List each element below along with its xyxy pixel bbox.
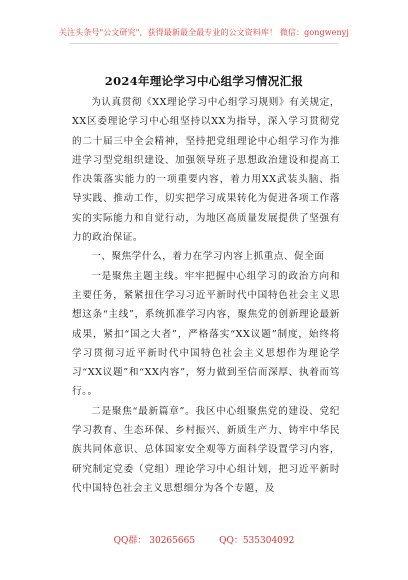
footer-qq: QQ：535304092 <box>219 536 295 546</box>
paragraph-point-1: 一是聚焦主题主线。牢牢把握中心组学习的政治方向和主要任务，紧紧扭住学习习近平新时代中国特色社会主义思想这条“主线”，系统抓准学习内容，聚焦党的创新理论最新成果，紧扣“国之大者”，严格落实“XX议题”制度，始终将学习贯彻习近平新时代中国特色社会主义思想作为理论学习“XX议题”和“XX内容”，努力做到至信而深厚、执着而笃行。。 <box>72 270 340 398</box>
document-title: 2024年理论学习中心组学习情况汇报 <box>104 74 304 88</box>
footer-contact <box>0 533 408 546</box>
paragraph-intro: 为认真贯彻《XX理论学习中心组学习规则》有关规定，XX区委理论学习中心组坚持以XX为指导，深入学习贯彻党的二十届三中全会精神，坚持把党组理论中心组学习作为推进学习型党组织建设、加强领导班子思想政治建设和提高工作决策落实能力的一项重要内容，着力用XX武装头脑、指导实践、推动工作，切实把学习成果转化为促进各项工作落实的实际能力和自觉行动，为地区高质量发展提供了坚强有力的政治保证。 <box>72 97 340 244</box>
section-heading-1: 一、聚焦学什么，着力在学习内容上抓重点、促全面 <box>91 251 325 263</box>
header-banner: 关注头条号"公文研究"，获得最新最全最专业的公文资料库！ 微信：gongwenyj <box>59 28 349 37</box>
paragraph-point-2: 二是聚焦“最新篇章”。我区中心组聚焦党的建设、党纪学习教育、生态环保、乡村振兴、新质生产力、铸牢中华民族共同体意识、总体国家安全观等方面科学设置学习内容，研究制定党委（党组）理论学习中心组计划，把习近平新时代中国特色社会主义思想细分为各个专题，及 <box>72 405 340 494</box>
header-divider <box>70 43 338 44</box>
document-body <box>72 93 340 498</box>
footer-qq-group: QQ群： 30265665 <box>113 536 196 546</box>
